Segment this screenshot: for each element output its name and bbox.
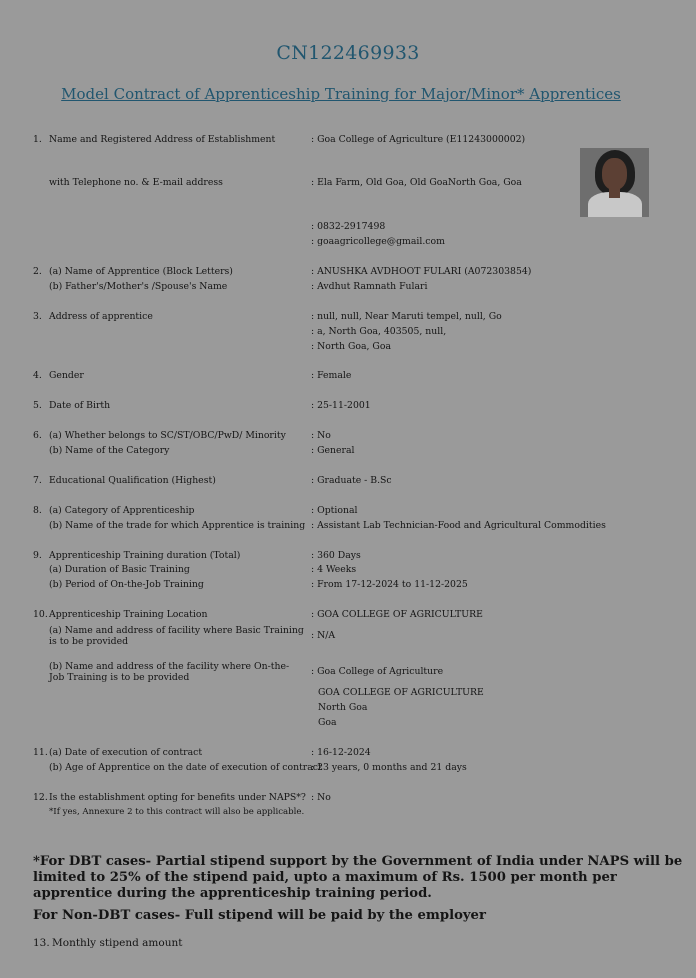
dbt-note-line: *For DBT cases- Partial stipend support by the Government of India under NAPS will be xyxy=(33,854,683,869)
apprentice-address-label: Address of apprentice xyxy=(49,311,153,322)
non-dbt-note: For Non-DBT cases- Full stipend will be paid by the employer xyxy=(33,908,486,923)
ojt-facility-address: North Goa xyxy=(318,702,368,713)
naps-label: Is the establishment opting for benefits under NAPS*? xyxy=(49,792,306,803)
row-number: 2. xyxy=(33,266,42,277)
naps-value: : No xyxy=(311,792,331,803)
trade-value: : Assistant Lab Technician-Food and Agricultural Commodities xyxy=(311,520,606,531)
ojt-facility-address: Goa xyxy=(318,717,337,728)
row-number: 8. xyxy=(33,505,42,516)
apprentice-name-value: : ANUSHKA AVDHOOT FULARI (A072303854) xyxy=(311,266,532,277)
ojt-period-value: : From 17-12-2024 to 11-12-2025 xyxy=(311,579,468,590)
contact-label: with Telephone no. & E-mail address xyxy=(49,177,223,188)
naps-note: *If yes, Annexure 2 to this contract will also be applicable. xyxy=(49,807,305,817)
row-number: 4. xyxy=(33,370,42,381)
establishment-email: : goaagricollege@gmail.com xyxy=(311,236,445,247)
establishment-phone: : 0832-2917498 xyxy=(311,221,386,232)
apprentice-address-line: : null, null, Near Maruti tempel, null, Go xyxy=(311,311,502,322)
category-name-label: (b) Name of the Category xyxy=(49,445,170,456)
basic-training-label: (a) Duration of Basic Training xyxy=(49,564,190,575)
ojt-facility-value: : Goa College of Agriculture xyxy=(311,666,444,677)
guardian-name-label: (b) Father's/Mother's /Spouse's Name xyxy=(49,281,228,292)
row-number: 9. xyxy=(33,550,42,561)
dob-value: : 25-11-2001 xyxy=(311,400,371,411)
execution-date-value: : 16-12-2024 xyxy=(311,747,371,758)
duration-label: Apprenticeship Training duration (Total) xyxy=(49,550,241,561)
apprentice-photo xyxy=(580,148,649,217)
ojt-period-label: (b) Period of On-the-Job Training xyxy=(49,579,204,590)
trade-label: (b) Name of the trade for which Apprentice is training xyxy=(49,520,306,531)
page-title: Model Contract of Apprenticeship Training for Major/Minor* Apprentices xyxy=(61,85,621,103)
guardian-name-value: : Avdhut Ramnath Fulari xyxy=(311,281,428,292)
category-flag-label: (a) Whether belongs to SC/ST/OBC/PwD/ Minority xyxy=(49,430,286,441)
contract-number: CN122469933 xyxy=(276,42,420,64)
duration-value: : 360 Days xyxy=(311,550,361,561)
apprenticeship-category-value: : Optional xyxy=(311,505,358,516)
ojt-facility-label: (b) Name and address of the facility where On-the-Job Training is to be provided xyxy=(49,661,290,683)
stipend-label: Monthly stipend amount xyxy=(52,937,183,949)
dob-label: Date of Birth xyxy=(49,400,111,411)
category-name-value: : General xyxy=(311,445,355,456)
row-number: 11. xyxy=(33,747,48,758)
ojt-facility-address: GOA COLLEGE OF AGRICULTURE xyxy=(318,687,484,698)
row-number: 12. xyxy=(33,792,48,803)
basic-facility-label: (a) Name and address of facility where Basic Training is to be provided xyxy=(49,625,304,647)
dbt-note-line: apprentice during the apprenticeship training period. xyxy=(33,886,432,901)
age-label: (b) Age of Apprentice on the date of execution of contract xyxy=(49,762,322,773)
apprenticeship-category-label: (a) Category of Apprenticeship xyxy=(49,505,195,516)
row-number: 7. xyxy=(33,475,42,486)
category-flag-value: : No xyxy=(311,430,331,441)
basic-training-value: : 4 Weeks xyxy=(311,564,357,575)
row-number: 13. xyxy=(33,937,50,949)
gender-value: : Female xyxy=(311,370,352,381)
row-number: 3. xyxy=(33,311,42,322)
establishment-value: : Goa College of Agriculture (E11243000002) xyxy=(311,134,526,145)
apprentice-address-line: : a, North Goa, 403505, null, xyxy=(311,326,447,337)
row-number: 5. xyxy=(33,400,42,411)
apprentice-name-label: (a) Name of Apprentice (Block Letters) xyxy=(49,266,233,277)
gender-label: Gender xyxy=(49,370,84,381)
apprentice-address-line: : North Goa, Goa xyxy=(311,341,391,352)
execution-date-label: (a) Date of execution of contract xyxy=(49,747,203,758)
age-value: : 23 years, 0 months and 21 days xyxy=(311,762,467,773)
row-number: 10. xyxy=(33,609,48,620)
location-value: : GOA COLLEGE OF AGRICULTURE xyxy=(311,609,483,620)
basic-facility-value: : N/A xyxy=(311,630,336,641)
row-number: 1. xyxy=(33,134,42,145)
row-number: 6. xyxy=(33,430,42,441)
establishment-address: : Ela Farm, Old Goa, Old GoaNorth Goa, Goa xyxy=(311,177,522,188)
qualification-label: Educational Qualification (Highest) xyxy=(49,475,216,486)
establishment-label: Name and Registered Address of Establishment xyxy=(49,134,276,145)
qualification-value: : Graduate - B.Sc xyxy=(311,475,392,486)
dbt-note-line: limited to 25% of the stipend paid, upto a maximum of Rs. 1500 per month per xyxy=(33,870,617,885)
location-label: Apprenticeship Training Location xyxy=(49,609,208,620)
